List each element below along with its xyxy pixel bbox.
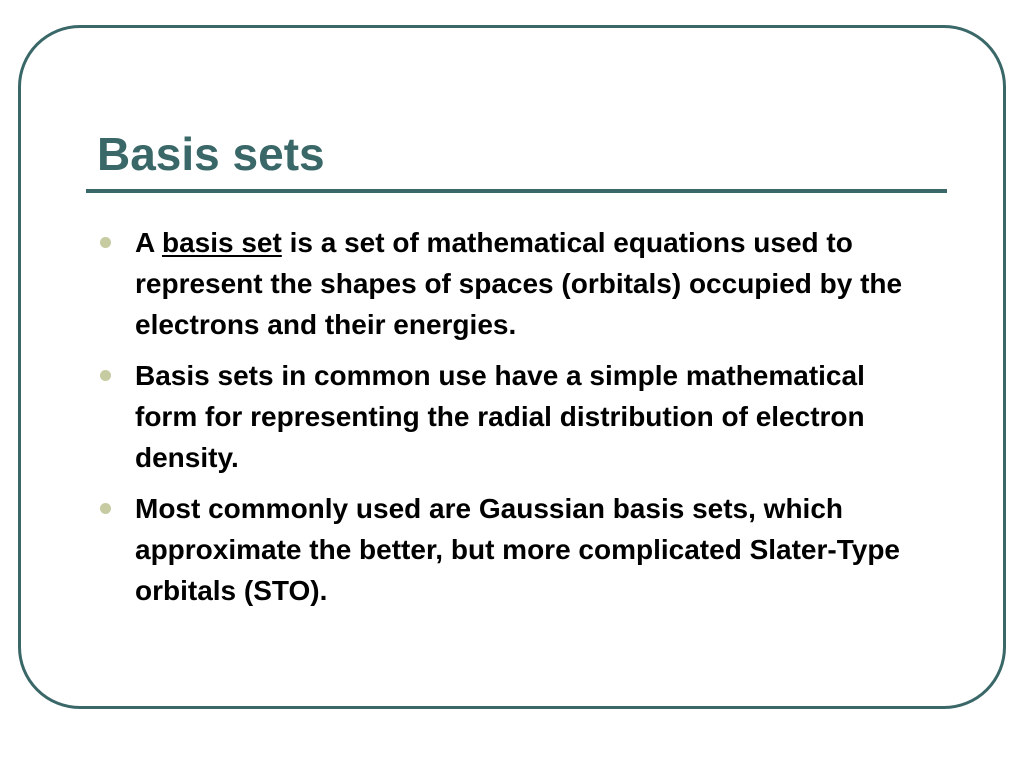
bullet-dot-icon [100, 370, 111, 381]
bullet-list [97, 222, 927, 621]
bullet-dot-icon [100, 237, 111, 248]
bullet-prefix: A [135, 227, 162, 258]
underlined-term: basis set [161, 227, 282, 258]
bullet-item-common-use [97, 355, 927, 478]
bullet-text: is a set of mathematical equations used to represent the shapes of spaces (orbitals) occupied by the electrons and their energies. [135, 227, 903, 340]
bullet-text: Basis sets in common use have a simple mathematical form for representing the radial distribution of electron density. [135, 360, 865, 473]
title-divider [86, 189, 947, 193]
bullet-text: Most commonly used are Gaussian basis sets, which approximate the better, but more complicated Slater-Type orbitals (STO). [135, 493, 900, 606]
slide-title: Basis sets [97, 128, 325, 180]
bullet-item-basis-set-definition [97, 222, 927, 345]
bullet-item-gaussian [97, 488, 927, 611]
bullet-dot-icon [100, 503, 111, 514]
